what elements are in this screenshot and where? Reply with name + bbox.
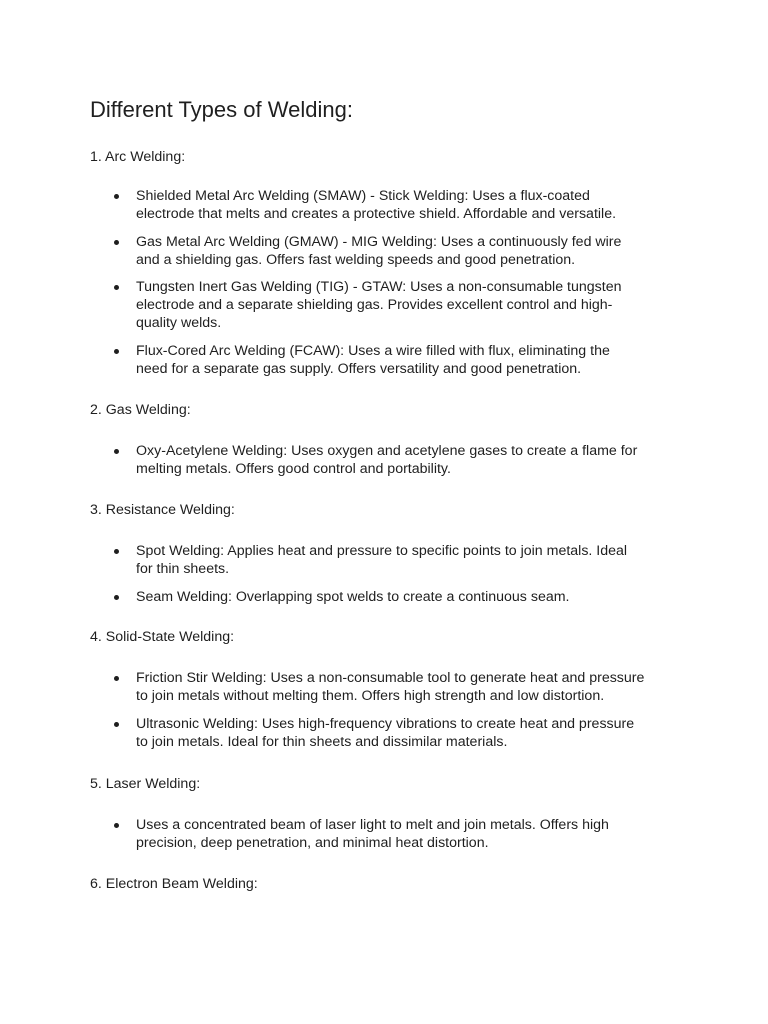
section-heading-electron-beam-welding: 6. Electron Beam Welding: <box>90 876 258 892</box>
list-item <box>136 542 696 578</box>
bullet-icon <box>114 823 119 828</box>
list-item-text: for thin sheets. <box>136 561 230 578</box>
list-item-text: Uses a concentrated beam of laser light to melt and join metals. Offers high <box>136 817 609 833</box>
bullet-icon <box>114 549 119 554</box>
bullet-icon <box>114 449 119 454</box>
list-item-text: and a shielding gas. Offers fast welding speeds and good penetration. <box>136 252 576 269</box>
list-item <box>136 588 696 606</box>
list-item <box>136 442 696 478</box>
bullet-icon <box>114 349 119 354</box>
list-item-text: Seam Welding: Overlapping spot welds to create a continuous seam. <box>136 589 570 605</box>
list-item-text: melting metals. Offers good control and portability. <box>136 461 451 478</box>
list-item-text: Spot Welding: Applies heat and pressure to specific points to join metals. Ideal <box>136 543 628 559</box>
list-item-text: Friction Stir Welding: Uses a non-consumable tool to generate heat and pressure <box>136 670 645 686</box>
list-item-text: to join metals. Ideal for thin sheets and dissimilar materials. <box>136 734 508 751</box>
list-item-text: Shielded Metal Arc Welding (SMAW) - Stick Welding: Uses a flux-coated <box>136 188 590 204</box>
section-heading-gas-welding: 2. Gas Welding: <box>90 402 191 418</box>
list-item <box>136 233 696 269</box>
bullet-icon <box>114 595 119 600</box>
list-item-text: electrode and a separate shielding gas. Provides excellent control and high- <box>136 297 613 314</box>
list-item <box>136 278 696 333</box>
bullet-icon <box>114 676 119 681</box>
list-item <box>136 816 696 852</box>
list-item-text: to join metals without melting them. Offers high strength and low distortion. <box>136 688 605 705</box>
list-item-text: Oxy-Acetylene Welding: Uses oxygen and acetylene gases to create a flame for <box>136 443 638 459</box>
list-item-text: electrode that melts and creates a protective shield. Affordable and versatile. <box>136 206 617 223</box>
list-item-text: need for a separate gas supply. Offers versatility and good penetration. <box>136 361 582 378</box>
bullet-icon <box>114 722 119 727</box>
list-item <box>136 715 696 751</box>
list-item-text: quality welds. <box>136 315 222 332</box>
bullet-icon <box>114 194 119 199</box>
list-item <box>136 342 696 378</box>
list-item <box>136 669 696 705</box>
page-title: Different Types of Welding: <box>90 97 353 122</box>
section-heading-laser-welding: 5. Laser Welding: <box>90 776 201 792</box>
list-item-text: precision, deep penetration, and minimal heat distortion. <box>136 835 489 852</box>
list-item-text: Ultrasonic Welding: Uses high-frequency vibrations to create heat and pressure <box>136 716 635 732</box>
bullet-icon <box>114 285 119 290</box>
list-item-text: Gas Metal Arc Welding (GMAW) - MIG Welding: Uses a continuously fed wire <box>136 234 622 250</box>
section-heading-resistance-welding: 3. Resistance Welding: <box>90 502 235 518</box>
bullet-icon <box>114 240 119 245</box>
section-heading-solid-state-welding: 4. Solid-State Welding: <box>90 629 235 645</box>
section-heading-arc-welding: 1. Arc Welding: <box>90 149 186 165</box>
list-item-text: Tungsten Inert Gas Welding (TIG) - GTAW: Uses a non-consumable tungsten <box>136 279 622 295</box>
list-item-text: Flux-Cored Arc Welding (FCAW): Uses a wire filled with flux, eliminating the <box>136 343 610 359</box>
list-item <box>136 187 696 223</box>
